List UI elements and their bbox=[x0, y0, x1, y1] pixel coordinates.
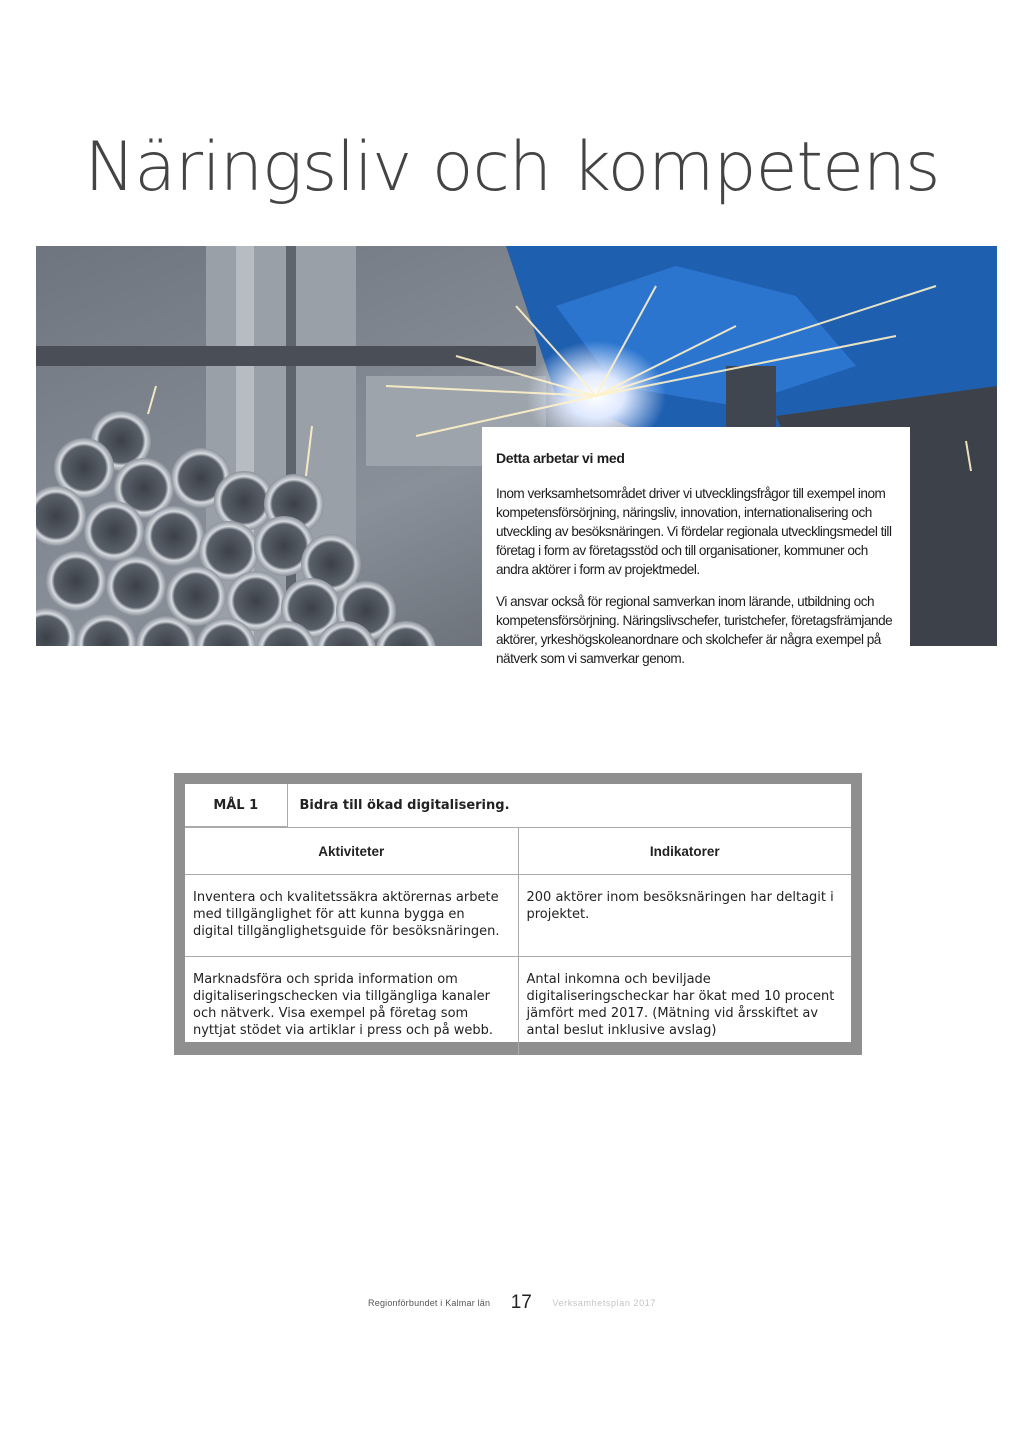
table-row bbox=[185, 957, 851, 1056]
page-number: 17 bbox=[510, 1292, 532, 1313]
goal-label: MÅL 1 bbox=[185, 784, 287, 827]
column-header-activities: Aktiviteter bbox=[185, 828, 518, 875]
info-box bbox=[482, 427, 910, 683]
info-heading: Detta arbetar vi med bbox=[496, 450, 625, 466]
goal-table-frame bbox=[174, 773, 862, 1055]
info-paragraph: Vi ansvar också för regional samverkan inom lärande, utbildning och kompetensförsörjning. Näringslivschefer, turistchefer, företagsfrämjande aktörer, yrkeshögskoleanordnare och skolchefer är några exempel på nätverk som vi samverkar genom. bbox=[496, 594, 893, 666]
footer-doc-title: Verksamhetsplan 2017 bbox=[552, 1298, 656, 1308]
info-paragraph: Inom verksamhetsområdet driver vi utvecklingsfrågor till exempel inom kompetensförsörjning, näringsliv, innovation, internationalisering och utveckling av besöksnäringen. Vi fördelar regionala utvecklingsmedel till företag i form av företagsstöd och till organisationer, kommuner och andra aktörer i form av projektmedel. bbox=[496, 486, 892, 577]
goal-text: Bidra till ökad digitalisering. bbox=[299, 797, 510, 813]
indicator-cell: 200 aktörer inom besöksnäringen har deltagit i projektet. bbox=[518, 875, 851, 957]
footer-org: Regionförbundet i Kalmar län bbox=[368, 1298, 491, 1308]
activity-cell: Inventera och kvalitetssäkra aktörernas arbete med tillgänglighet för att kunna bygga en digital tillgänglighetsguide för besöksnäringen. bbox=[185, 875, 518, 957]
indicator-cell: Antal inkomna och beviljade digitaliseringscheckar har ökat med 10 procent jämfört med 2017. (Mätning vid årsskiftet av antal beslut inklusive avslag) bbox=[526, 972, 835, 1038]
page-footer bbox=[0, 1292, 1024, 1314]
column-header-indicators: Indikatorer bbox=[518, 828, 851, 875]
activity-cell: Marknadsföra och sprida information om digitaliseringschecken via tillgängliga kanaler och nätverk. Visa exempel på företag som nyttjat stödet via artiklar i press och på webb. bbox=[185, 957, 518, 1056]
goal-table bbox=[185, 784, 851, 1055]
page-title: Näringsliv och kompetens bbox=[84, 128, 940, 207]
table-row bbox=[185, 875, 851, 957]
